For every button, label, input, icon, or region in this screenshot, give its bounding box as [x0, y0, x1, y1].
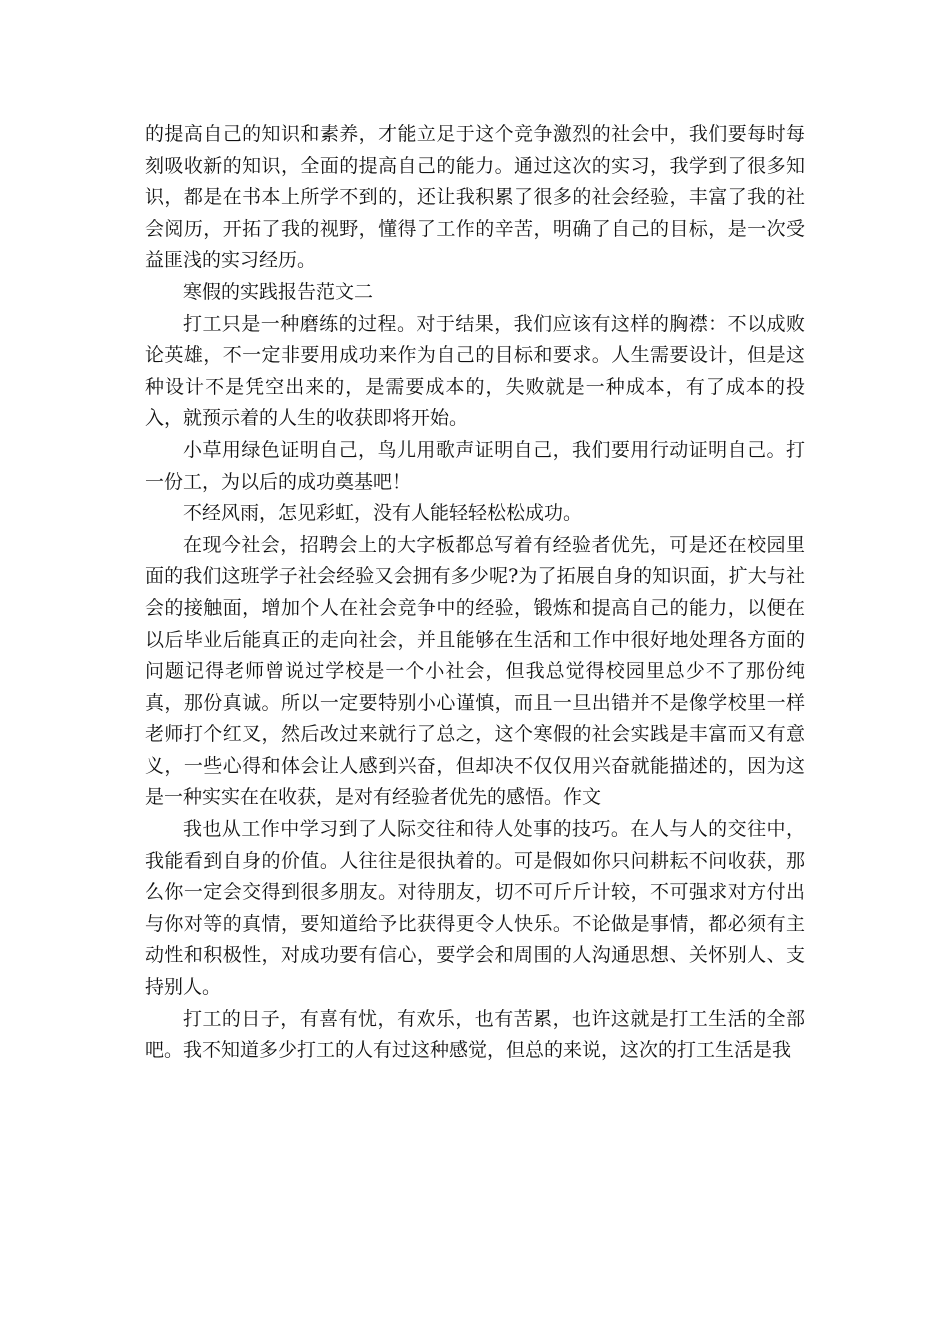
- document-page: [145, 119, 805, 1067]
- section-heading: 寒假的实践报告范文二: [183, 280, 374, 303]
- paragraph: 打工的日子，有喜有忧，有欢乐，也有苦累，也许这就是打工生活的全部吧。我不知道多少打工的人有过这种感觉，但总的来说，这次的打工生活是我: [145, 1007, 805, 1062]
- paragraph: 不经风雨，怎见彩虹，没有人能轻轻松松成功。: [183, 502, 583, 525]
- paragraph: 小草用绿色证明自己，鸟儿用歌声证明自己，我们要用行动证明自己。打一份工，为以后的成功奠基吧！: [145, 438, 805, 493]
- paragraph: 打工只是一种磨练的过程。对于结果，我们应该有这样的胸襟：不以成败论英雄，不一定非要用成功来作为自己的目标和要求。人生需要设计，但是这种设计不是凭空出来的，是需要成本的，失败就是一种成本，有了成本的投入，就预示着的人生的收获即将开始。: [145, 312, 805, 430]
- paragraph: 在现今社会，招聘会上的大字板都总写着有经验者优先，可是还在校园里面的我们这班学子社会经验又会拥有多少呢?为了拓展自身的知识面，扩大与社会的接触面，增加个人在社会竞争中的经验，锻炼和提高自己的能力，以便在以后毕业后能真正的走向社会，并且能够在生活和工作中很好地处理各方面的问题记得老师曾说过学校是一个小社会，但我总觉得校园里总少不了那份纯真，那份真诚。所以一定要特别小心谨慎，而且一旦出错并不是像学校里一样老师打个红叉，然后改过来就行了总之，这个寒假的社会实践是丰富而又有意义，一些心得和体会让人感到兴奋，但却决不仅仅用兴奋就能描述的，因为这是一种实实在在收获，是对有经验者优先的感悟。作文: [145, 533, 805, 809]
- paragraph-continued: 的提高自己的知识和素养，才能立足于这个竞争激烈的社会中，我们要每时每刻吸收新的知识，全面的提高自己的能力。通过这次的实习，我学到了很多知识，都是在书本上所学不到的，还让我积累了很多的社会经验，丰富了我的社会阅历，开拓了我的视野，懂得了工作的辛苦，明确了自己的目标，是一次受益匪浅的实习经历。: [145, 123, 805, 272]
- paragraph: 我也从工作中学习到了人际交往和待人处事的技巧。在人与人的交往中，我能看到自身的价值。人往往是很执着的。可是假如你只问耕耘不问收获，那么你一定会交得到很多朋友。对待朋友，切不可斤斤计较，不可强求对方付出与你对等的真情，要知道给予比获得更令人快乐。不论做是事情，都必须有主动性和积极性，对成功要有信心，要学会和周围的人沟通思想、关怀别人、支持别人。: [145, 818, 805, 999]
